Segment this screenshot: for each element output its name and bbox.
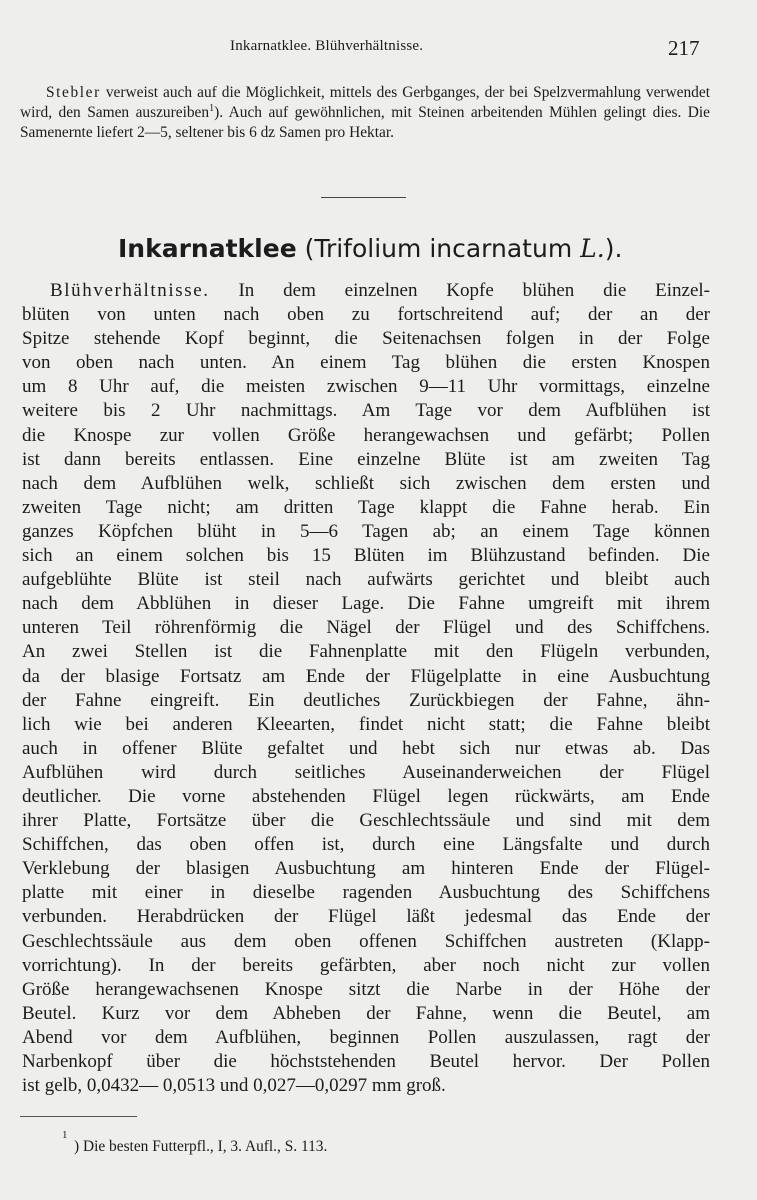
section-heading [118,232,678,266]
text-line: um 8 Uhr auf, die meisten zwischen 9—11 Uhr vormittags, einzelne [22,376,710,398]
heading-common-name: Inkarnatklee [118,234,297,263]
heading-close: ). [604,234,623,263]
text-line: Spitze stehende Kopf beginnt, die Seitenachsen folgen in der Folge [22,328,710,350]
text-line: Schiffchen, das oben offen ist, durch eine Längsfalte und durch [22,834,710,856]
text-line: Narbenkopf über die höchststehenden Beutel hervor. Der Pollen [22,1051,710,1072]
heading-scientific-name: (Trifolium incarnatum [304,234,581,263]
intro-text-before-note: verweist auch auf die Möglichkeit, mittels des Gerbganges, der bei Spelzvermahlung verwendet wird, den Samen auszureiben [20,84,710,121]
text-line-first [22,279,710,303]
text-line: verbunden. Herabdrücken der Flügel läßt jedesmal das Ende der [22,906,710,928]
text-line: Abend vor dem Aufblühen, beginnen Pollen auszulassen, ragt der [22,1026,710,1048]
heading-author-abbrev: L. [580,234,605,263]
text-line: Geschlechtssäule aus dem oben offenen Schiffchen austreten (Klapp- [22,930,710,952]
text-line: nach dem Aufblühen welk, schließt sich zwischen dem ersten und [22,472,710,494]
text-line: ganzes Köpfchen blüht in 5—6 Tagen ab; an einem Tage können [22,520,710,542]
footnote-rule [20,1116,137,1117]
text-line: platte mit einer in dieselbe ragenden Ausbuchtung des Schiffchens [22,882,710,904]
text-line: Größe herangewachsenen Knospe sitzt die Narbe in der Höhe der [22,978,710,1000]
text-line: auch in offener Blüte gefaltet und hebt sich nur etwas ab. Das [22,737,710,759]
text-line: lich wie bei anderen Kleearten, findet nicht statt; die Fahne bleibt [22,713,710,735]
text-line: sich an einem solchen bis 15 Blüten im Blühzustand befinden. Die [22,545,710,567]
section-divider [321,197,406,198]
text-line: blüten von unten nach oben zu fortschreitend auf; der an der [22,304,710,326]
running-title: Inkarnatklee. Blühverhältnisse. [230,38,424,54]
text-line: Aufblühen wird durch seitliches Auseinanderweichen der Flügel [22,761,710,783]
footnote-reference: 1 [209,102,215,114]
text-line: von oben nach unten. An einem Tag blühen die ersten Knospen [22,352,710,374]
text-line: ihrer Platte, Fortsätze über die Geschlechtssäule und sind mit dem [22,810,710,832]
text-line: weitere bis 2 Uhr nachmittags. Am Tage vor dem Aufblühen ist [22,400,710,422]
text-line: Beutel. Kurz vor dem Abheben der Fahne, wenn die Beutel, am [22,1002,710,1024]
main-text [22,279,710,1098]
running-head [0,36,757,66]
text-line: ist gelb, 0,0432— 0,0513 und 0,027—0,0297 mm groß. [22,1075,446,1097]
text-line: Verklebung der blasigen Ausbuchtung am hinteren Ende der Flügel- [22,858,710,880]
intro-paragraph [20,83,710,142]
text-line: An zwei Stellen ist die Fahnenplatte mit den Flügeln verbunden, [22,641,710,663]
text-line: da der blasige Fortsatz am Ende der Flügelplatte in eine Ausbuchtung [22,665,710,687]
footnote: 1 ) Die besten Futterpfl., I, 3. Aufl., S. 113. [62,1129,328,1155]
text-line: deutlicher. Die vorne abstehenden Flügel legen rückwärts, am Ende [22,785,710,807]
text-line: unteren Teil röhrenförmig die Nägel der Flügel und des Schiffchens. [22,617,710,639]
author-name: Stebler [46,84,101,101]
intro-text-after-note: ). Auch auf gewöhnlichen, mit Steinen arbeitenden Mühlen gelingt dies. Die Samenernte liefert 2—5, seltener bis 6 dz Samen pro Hektar. [20,103,710,141]
text-line: vorrichtung). In der bereits gefärbten, aber noch nicht zur vollen [22,954,710,976]
text-line: aufgeblühte Blüte ist steil nach aufwärts gerichtet und bleibt auch [22,569,710,591]
text-line: In dem einzelnen Kopfe blühen die Einzel- [238,280,711,301]
text-line: zweiten Tage nicht; am dritten Tage klappt die Fahne herab. Ein [22,496,710,518]
page-number: 217 [668,36,700,60]
text-line: ist dann bereits entlassen. Eine einzelne Blüte ist am zweiten Tag [22,448,710,470]
text-line: der Fahne eingreift. Ein deutliches Zurückbiegen der Fahne, ähn- [22,689,710,711]
text-line: die Knospe zur vollen Größe herangewachsen und gefärbt; Pollen [22,424,710,446]
body-lead: Blühverhältnisse. [50,280,210,301]
footnote-text: ) Die besten Futterpfl., I, 3. Aufl., S. 113. [74,1138,328,1155]
text-line: nach dem Abblühen in dieser Lage. Die Fahne umgreift mit ihrem [22,593,710,615]
